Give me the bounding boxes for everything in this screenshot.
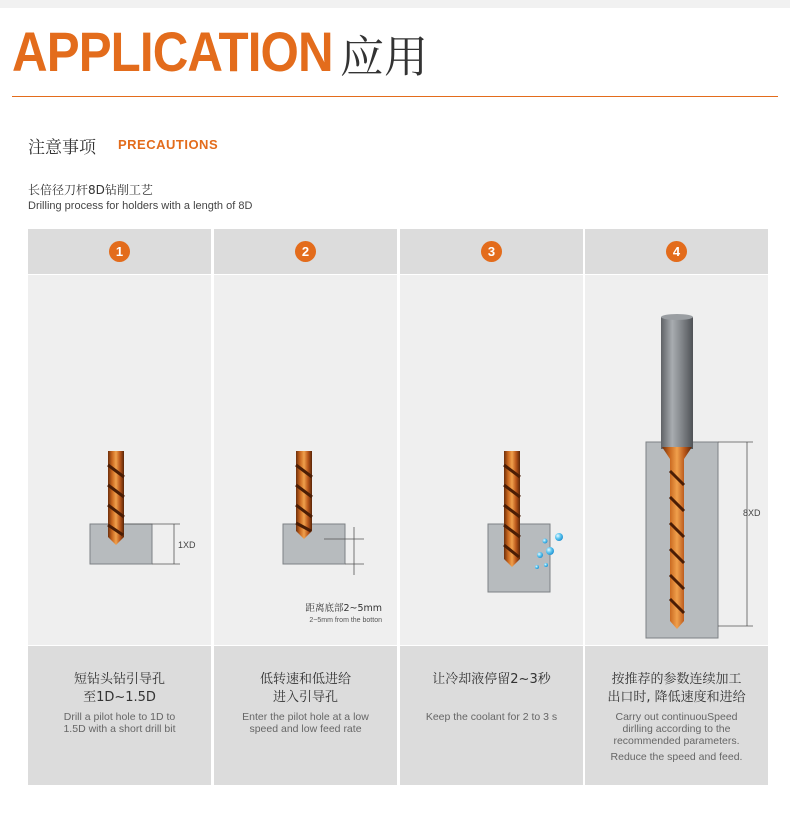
drill-illustration [28,275,211,645]
title-divider [12,96,778,97]
dimension-label-8xd: 8XD [743,508,761,518]
step-header [28,229,211,274]
section-title-cn: 注意事项 [28,138,96,158]
drill-shank [661,317,693,449]
page-title-cn: 应用 [340,32,428,83]
caption-cn-line-2: 至1D~1.5D [83,690,156,705]
dimension-label-1xd: 1XD [178,540,196,550]
caption-cn-line-2: 出口时, 降低速度和进给 [607,690,746,705]
caption-cn-line-2: 进入引导孔 [272,690,338,705]
caption-en-line-1: Enter the pilot hole at a low [242,711,369,723]
drill-illustration [400,275,583,645]
shank-top [661,314,693,320]
step-header [585,229,768,274]
caption-en-line-4: Reduce the speed and feed. [610,751,743,763]
gap-note-en: 2~5mm from the botton [309,617,382,624]
step-panel-1 [28,229,211,785]
section-subtitle-en: Drilling process for holders with a length of 8D [28,200,253,212]
section-subtitle-cn: 长倍径刀杆8D钻削工艺 [28,183,153,197]
gap-note-cn: 距离底部2~5mm [305,603,382,614]
step-number-badge: 3 [481,241,502,262]
caption-en-line-2: speed and low feed rate [249,723,362,735]
caption-en-line-1: Carry out continuouSpeed [615,711,738,723]
caption-cn-line-1: 让冷却液停留2~3秒 [432,672,551,687]
page-title: APPLICATION [12,20,333,83]
caption-en-line-1: Drill a pilot hole to 1D to [63,711,176,723]
caption-cn-line-1: 按推荐的参数连续加工 [611,672,742,687]
drill-illustration [585,275,768,645]
step-panel-4 [585,229,768,785]
caption-en-line-1: Keep the coolant for 2 to 3 s [425,711,558,723]
caption-cn-line-1: 低转速和低进给 [259,672,351,687]
step-panel-2 [214,229,397,785]
step-panel-3 [400,229,583,785]
caption-en-line-2: 1.5D with a short drill bit [63,723,176,735]
caption-cn-line-1: 短钻头钻引导孔 [73,672,165,687]
header-strip [0,0,790,8]
section-title-en: PRECAUTIONS [118,137,219,152]
steps-panels [28,229,768,785]
caption-en-line-3: recommended parameters. [613,735,740,747]
drill-illustration [214,275,397,645]
step-number-badge: 4 [666,241,687,262]
workpiece-block [283,524,345,564]
step-number-badge: 2 [295,241,316,262]
step-header [400,229,583,274]
caption-en-line-2: dirlling according to the [622,723,731,735]
step-number-badge: 1 [109,241,130,262]
step-header [214,229,397,274]
